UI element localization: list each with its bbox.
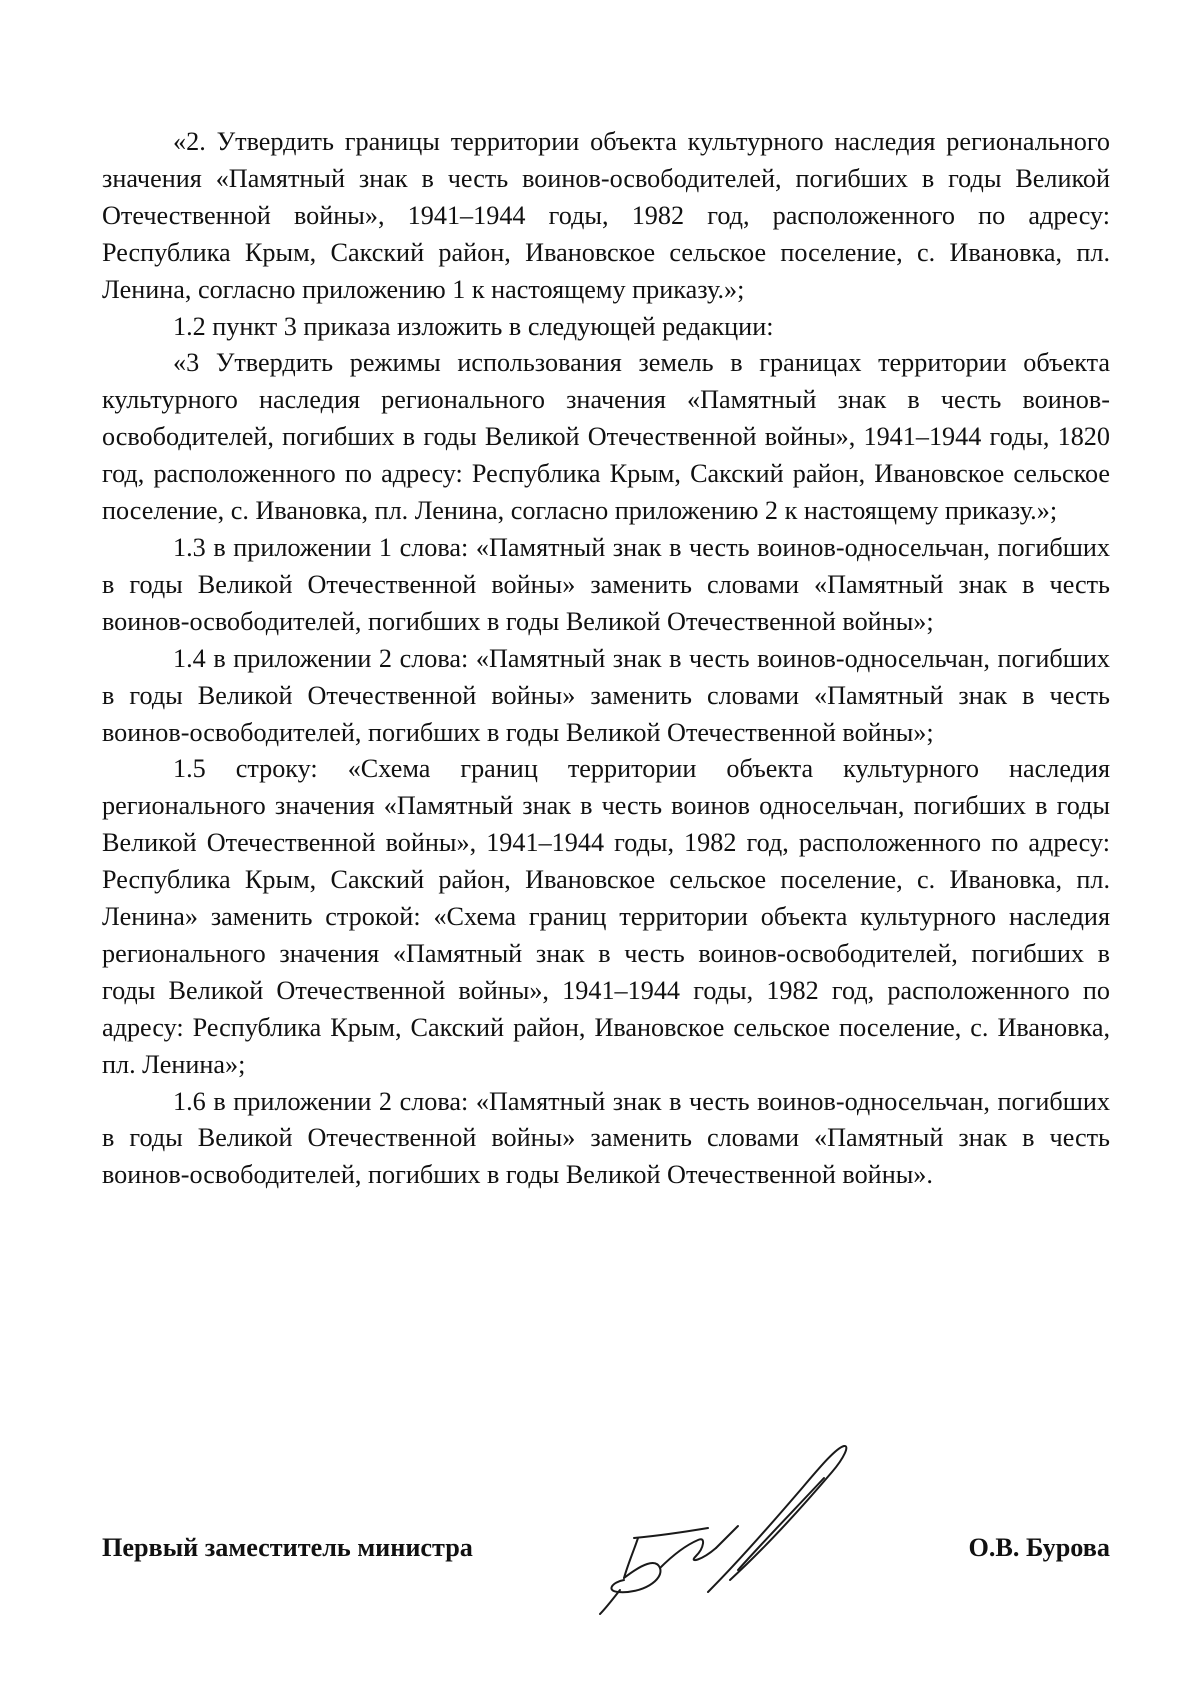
signature-block [102, 1533, 1110, 1573]
document-body [102, 124, 1110, 1194]
paragraph-1-3: 1.3 в приложении 1 слова: «Памятный знак в честь воинов-односельчан, погибших в годы Великой Отечественной войны» заменить словами «Памятный знак в честь воинов-освободителей, погибших в годы Великой Отечественной войны»; [102, 532, 1110, 636]
paragraph-1-4: 1.4 в приложении 2 слова: «Памятный знак в честь воинов-односельчан, погибших в годы Великой Отечественной войны» заменить словами «Памятный знак в честь воинов-освободителей, погибших в годы Великой Отечественной войны»; [102, 643, 1110, 747]
signer-position-title: Первый заместитель министра [102, 1533, 473, 1562]
paragraph-1-6: 1.6 в приложении 2 слова: «Памятный знак в честь воинов-односельчан, погибших в годы Великой Отечественной войны» заменить словами «Памятный знак в честь воинов-освободителей, погибших в годы Великой Отечественной войны». [102, 1086, 1110, 1190]
handwritten-signature-icon [598, 1442, 858, 1617]
paragraph-1-2: 1.2 пункт 3 приказа изложить в следующей редакции: [173, 311, 774, 341]
signer-name: О.В. Бурова [968, 1533, 1110, 1562]
paragraph-1-5: 1.5 строку: «Схема границ территории объекта культурного наследия регионального значения «Памятный знак в честь воинов односельчан, погибших в годы Великой Отечественной войны», 1941–1944 годы, 1982 год, расположенного по адресу: Республика Крым, Сакский район, Ивановское сельское поселение, с. Ивановка, пл. Ленина» заменить строкой: «Схема границ территории объекта культурного наследия регионального значения «Памятный знак в честь воинов-освободителей, погибших в годы Великой Отечественной войны», 1941–1944 годы, 1982 год, расположенного по адресу: Республика Крым, Сакский район, Ивановское сельское поселение, с. Ивановка, пл. Ленина»; [102, 754, 1110, 1079]
paragraph-item-3: «3 Утвердить режимы использования земель в границах территории объекта культурного наследия регионального значения «Памятный знак в честь воинов-освободителей, погибших в годы Великой Отечественной войны», 1941–1944 годы, 1820 год, расположенного по адресу: Республика Крым, Сакский район, Ивановское сельское поселение, с. Ивановка, пл. Ленина, согласно приложению 2 к настоящему приказу.»; [102, 348, 1110, 526]
paragraph-item-2: «2. Утвердить границы территории объекта культурного наследия регионального значения «Памятный знак в честь воинов-освободителей, погибших в годы Великой Отечественной войны», 1941–1944 годы, 1982 год, расположенного по адресу: Республика Крым, Сакский район, Ивановское сельское поселение, с. Ивановка, пл. Ленина, согласно приложению 1 к настоящему приказу.»; [102, 127, 1110, 304]
